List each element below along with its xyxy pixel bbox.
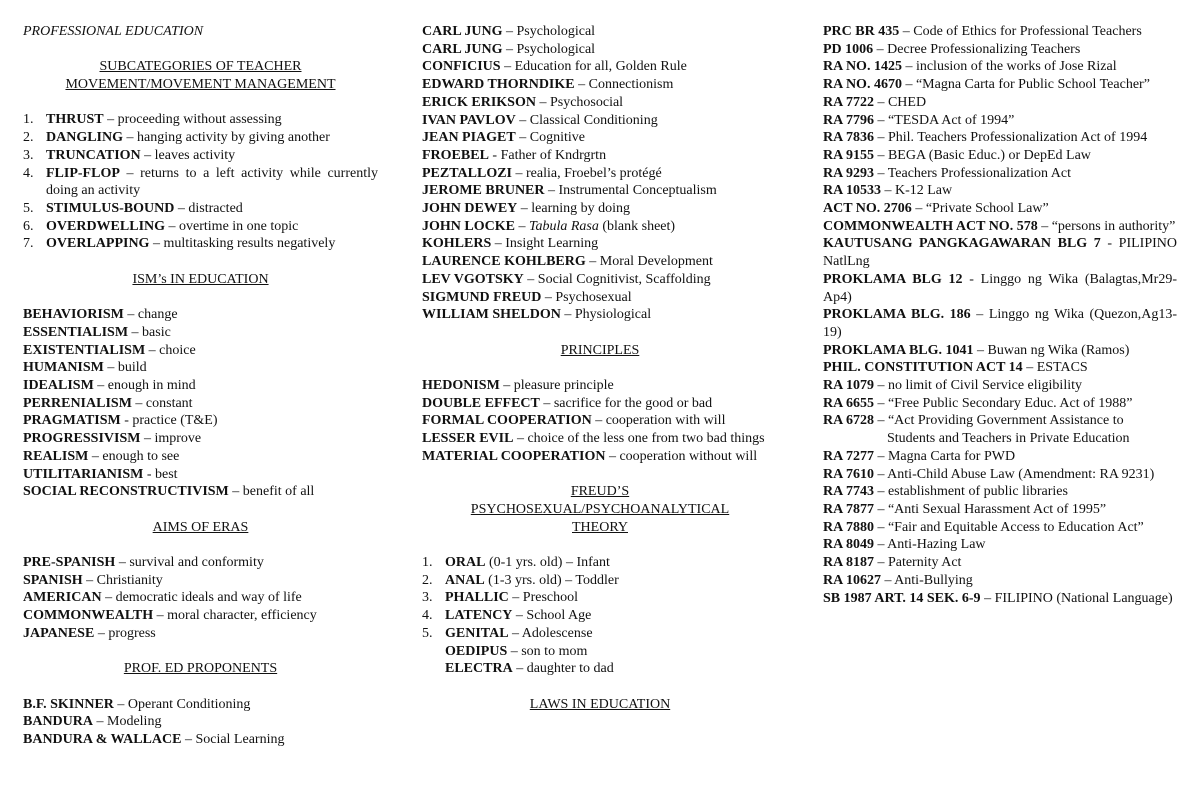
list-item: MATERIAL COOPERATION – cooperation without will	[422, 448, 758, 464]
list-item: EXISTENTIALISM – choice	[23, 342, 196, 358]
list-item: REALISM – enough to see	[23, 448, 180, 464]
list-item: KOHLERS – Insight Learning	[422, 236, 599, 252]
list-item: PROKLAMA BLG. 1041 – Buwan ng Wika (Ramos)	[823, 342, 1130, 358]
list-item: AMERICAN – democratic ideals and way of life	[23, 590, 302, 606]
column-middle	[422, 23, 778, 713]
subcategories-list	[23, 111, 378, 253]
list-item: SB 1987 ART. 14 SEK. 6-9 – FILIPINO (National Language)	[823, 590, 1173, 606]
list-item: DOUBLE EFFECT – sacrifice for the good or bad	[422, 395, 713, 411]
list-item: PROGRESSIVISM – improve	[23, 431, 202, 447]
list-item: BEHAVIORISM – change	[23, 307, 178, 323]
freud-stages-list	[422, 554, 778, 643]
list-item: ACT NO. 2706 – “Private School Law”	[823, 201, 1049, 217]
list-item: RA 7277 – Magna Carta for PWD	[823, 448, 1016, 464]
principles-list	[422, 377, 778, 466]
list-item: COMMONWEALTH – moral character, efficiency	[23, 608, 317, 624]
list-item: JOHN LOCKE – Tabula Rasa (blank sheet)	[422, 218, 676, 234]
list-item: RA 7836 – Phil. Teachers Professionalization Act of 1994	[823, 130, 1148, 146]
list-item: ERICK ERIKSON – Psychosocial	[422, 94, 624, 110]
list-item: 5. GENITAL – Adolescense	[422, 625, 593, 641]
list-item: RA NO. 1425 – inclusion of the works of Jose Rizal	[823, 59, 1117, 75]
list-item: 1. ORAL (0-1 yrs. old) – Infant	[422, 555, 610, 571]
list-item: RA 6728 – “Act Providing Government Assistance to Students and Teachers in Private Education	[823, 412, 1177, 447]
list-item: FORMAL COOPERATION – cooperation with will	[422, 413, 726, 429]
list-item: SIGMUND FREUD – Psychosexual	[422, 289, 632, 305]
list-item: RA 7880 – “Fair and Equitable Access to Education Act”	[823, 519, 1144, 535]
list-item: LESSER EVIL – choice of the less one from two bad things	[422, 431, 765, 447]
list-item: 6. OVERDWELLING – overtime in one topic	[23, 218, 299, 234]
list-item: PHIL. CONSTITUTION ACT 14 – ESTACS	[823, 360, 1088, 376]
list-item: 2. DANGLING – hanging activity by giving another	[23, 130, 330, 146]
list-item: 4. LATENCY – School Age	[422, 608, 592, 624]
list-item: B.F. SKINNER – Operant Conditioning	[23, 696, 251, 712]
list-item: RA 7743 – establishment of public libraries	[823, 484, 1068, 500]
list-item: RA 8049 – Anti-Hazing Law	[823, 537, 986, 553]
list-item: RA 1079 – no limit of Civil Service eligibility	[823, 378, 1082, 394]
list-item: CARL JUNG – Psychological	[422, 24, 596, 39]
list-item: PRE-SPANISH – survival and conformity	[23, 555, 264, 570]
list-item: IDEALISM – enough in mind	[23, 378, 196, 393]
list-item: IVAN PAVLOV – Classical Conditioning	[422, 112, 658, 128]
list-item: LAURENCE KOHLBERG – Moral Development	[422, 254, 713, 270]
list-item: BANDURA & WALLACE – Social Learning	[23, 732, 285, 747]
subcategories-heading-line1: SUBCATEGORIES OF TEACHER	[99, 59, 302, 75]
list-item: 3. TRUNCATION – leaves activity	[23, 147, 236, 163]
isms-heading: ISM’s IN EDUCATION	[132, 271, 269, 287]
laws-list	[823, 23, 1177, 607]
list-item: RA 9155 – BEGA (Basic Educ.) or DepEd Law	[823, 147, 1091, 163]
list-item: RA 6655 – “Free Public Secondary Educ. Act of 1988”	[823, 395, 1133, 411]
list-item: 3. PHALLIC – Preschool	[422, 590, 579, 606]
list-item: RA 8187 – Paternity Act	[823, 555, 962, 571]
list-item: PROKLAMA BLG. 186 – Linggo ng Wika (Quezon,Ag13-19)	[823, 307, 1177, 340]
list-item: PD 1006 – Decree Professionalizing Teachers	[823, 41, 1081, 57]
list-item: SPANISH – Christianity	[23, 572, 163, 588]
list-item: ESSENTIALISM – basic	[23, 324, 171, 340]
proponents-list	[23, 696, 378, 749]
list-item: EDWARD THORNDIKE – Connectionism	[422, 77, 674, 93]
list-item: WILLIAM SHELDON – Physiological	[422, 307, 652, 323]
laws-heading: LAWS IN EDUCATION	[529, 696, 671, 712]
list-item: RA 10627 – Anti-Bullying	[823, 572, 973, 588]
list-item: 2. ANAL (1-3 yrs. old) – Toddler	[422, 572, 619, 588]
list-item-continuation: Students and Teachers in Private Education	[887, 431, 1130, 447]
freud-heading-line1: FREUD’S	[570, 484, 630, 500]
aims-list	[23, 554, 378, 643]
column-right	[823, 23, 1177, 607]
list-item: RA 7610 – Anti-Child Abuse Law (Amendment: RA 9231)	[823, 466, 1155, 482]
list-item: PEZTALLOZI – realia, Froebel’s protégé	[422, 165, 662, 181]
column-left	[23, 23, 378, 749]
list-item: 1. THRUST – proceeding without assessing	[23, 112, 282, 128]
principles-heading: PRINCIPLES	[560, 342, 640, 358]
list-item: PROKLAMA BLG 12 - Linggo ng Wika (Balagtas,Mr29-Ap4)	[823, 271, 1178, 305]
list-item: RA NO. 4670 – “Magna Carta for Public School Teacher”	[823, 77, 1150, 93]
list-item: PERRENIALISM – constant	[23, 395, 193, 411]
list-item: 4. FLIP-FLOP – returns to a left activity while currently doing an activity	[23, 165, 378, 199]
list-item: 5. STIMULUS-BOUND – distracted	[23, 201, 243, 216]
subcategories-heading-line2: MOVEMENT/MOVEMENT MANAGEMENT	[65, 77, 336, 93]
list-item: PRAGMATISM - practice (T&E)	[23, 413, 218, 429]
freud-heading-line2: PSYCHOSEXUAL/PSYCHOANALYTICAL	[470, 501, 730, 517]
list-item: JEAN PIAGET – Cognitive	[422, 130, 585, 146]
list-item: RA 9293 – Teachers Professionalization Act	[823, 165, 1071, 181]
list-item: JEROME BRUNER – Instrumental Conceptualism	[422, 183, 717, 199]
proponents-heading: PROF. ED PROPONENTS	[123, 661, 278, 677]
list-item: LEV VGOTSKY – Social Cognitivist, Scaffolding	[422, 271, 711, 287]
aims-heading: AIMS OF ERAS	[152, 519, 249, 535]
isms-list	[23, 306, 378, 501]
list-item: 7. OVERLAPPING – multitasking results negatively	[23, 236, 336, 252]
freud-heading-line3: THEORY	[572, 519, 628, 535]
list-item: OEDIPUS – son to mom	[445, 643, 588, 659]
list-item: BANDURA – Modeling	[23, 714, 162, 730]
list-item: CARL JUNG – Psychological	[422, 41, 596, 57]
list-item: ELECTRA – daughter to dad	[445, 661, 614, 677]
list-item: RA 7796 – “TESDA Act of 1994”	[823, 112, 1015, 128]
list-item: JAPANESE – progress	[23, 625, 156, 641]
list-item: RA 10533 – K-12 Law	[823, 183, 953, 199]
list-item: JOHN DEWEY – learning by doing	[422, 201, 631, 217]
list-item: CONFICIUS – Education for all, Golden Rule	[422, 59, 687, 75]
list-item: RA 7722 – CHED	[823, 94, 927, 110]
list-item: UTILITARIANISM - best	[23, 466, 178, 482]
proponents-list-continued	[422, 23, 778, 324]
list-item: KAUTUSANG PANGKAGAWARAN BLG 7 - PILIPINO NatlLng	[823, 236, 1177, 270]
list-item: PRC BR 435 – Code of Ethics for Professional Teachers	[823, 24, 1142, 39]
list-item: HUMANISM – build	[23, 360, 147, 376]
document-title: PROFESSIONAL EDUCATION	[23, 24, 204, 39]
list-item: COMMONWEALTH ACT NO. 578 – “persons in authority”	[823, 218, 1176, 234]
list-item: RA 7877 – “Anti Sexual Harassment Act of 1995”	[823, 501, 1107, 517]
list-item: SOCIAL RECONSTRUCTIVISM – benefit of all	[23, 484, 315, 500]
list-item: HEDONISM – pleasure principle	[422, 378, 614, 394]
list-item: FROEBEL - Father of Kndrgrtn	[422, 147, 607, 163]
